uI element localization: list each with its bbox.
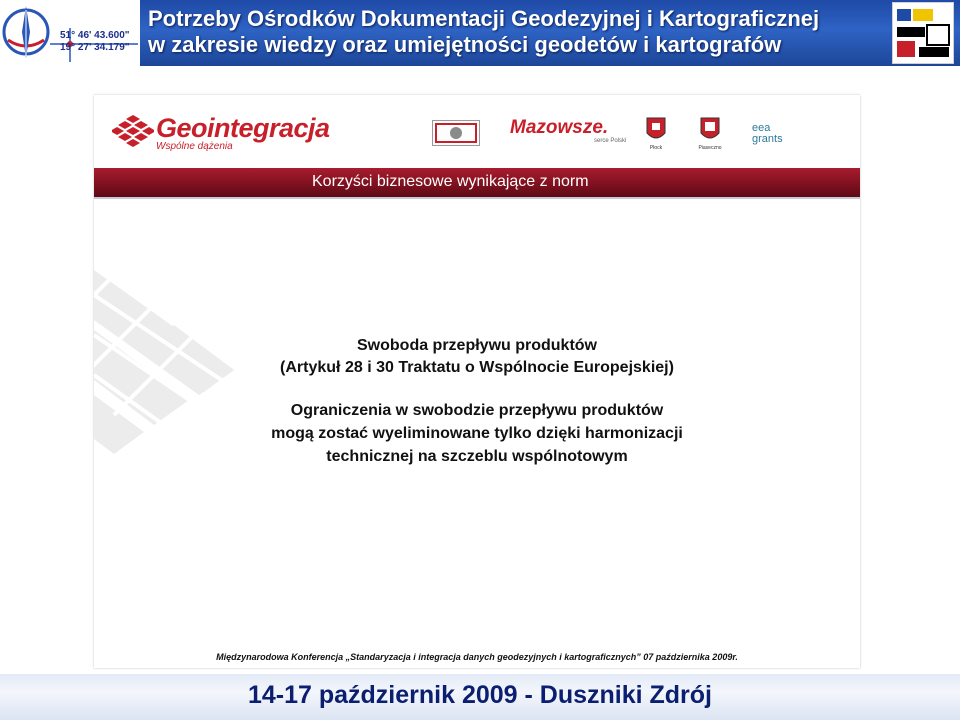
event-date-location: 14-17 październik 2009 - Duszniki Zdrój: [247, 681, 713, 709]
mazowsze-logo-text: Mazowsze.: [510, 117, 609, 138]
header-title: [148, 6, 888, 58]
geointegracja-cubes-icon: [112, 113, 154, 155]
header-band: [0, 0, 960, 66]
plock-crest-icon: [646, 117, 666, 143]
eea-line2: grants: [752, 133, 783, 145]
piaseczno-crest-label: Piaseczno: [698, 145, 722, 151]
piaseczno-crest-icon: [700, 117, 720, 143]
slide-paragraph-line2: mogą zostać wyeliminowane tylko dzięki harmonizacji: [271, 425, 683, 442]
plock-crest-label: Płock: [649, 145, 663, 151]
slide-title: Korzyści biznesowe wynikające z norm: [312, 173, 589, 190]
slide-footer: Międzynarodowa Konferencja „Standaryzacja i integracja danych geodezyjnych i kartograficznych” 07 października 2009r.: [216, 652, 738, 662]
eea-grants-logo: [752, 123, 783, 145]
right-logo: [892, 2, 954, 64]
slide: [94, 95, 860, 668]
bottom-bar: [0, 674, 960, 720]
odgik-logo: [0, 0, 140, 66]
logo-coord-line2: 19° 27' 34.179": [60, 42, 130, 53]
slide-heading: Swoboda przepływu produktów: [357, 337, 597, 354]
slide-logo-strip: [94, 95, 860, 165]
logo-coord-line1: 51° 46' 43.600": [60, 30, 130, 41]
eea-line1: eea: [752, 122, 771, 134]
institution-logo: [432, 120, 480, 146]
geointegracja-tagline: Wspólne dążenia: [156, 141, 233, 152]
slide-paragraph-line1: Ograniczenia w swobodzie przepływu produktów: [290, 402, 664, 419]
slide-body: [94, 335, 860, 468]
header-title-line2: w zakresie wiedzy oraz umiejętności geodetów i kartografów: [148, 32, 782, 57]
slide-title-banner: [94, 168, 860, 199]
logo-coordinates: [60, 30, 130, 54]
slide-paragraph-line3: technicznej na szczeblu wspólnotowym: [326, 448, 628, 465]
institution-emblem-icon: [433, 121, 479, 145]
mazowsze-tagline: serce Polski: [594, 138, 627, 144]
header-title-line1: Potrzeby Ośrodków Dokumentacji Geodezyjnej i Kartograficznej: [148, 6, 820, 31]
slide-paragraph: [94, 399, 860, 468]
geointegracja-logo-text: Geointegracja: [156, 113, 330, 143]
slide-subheading: (Artykuł 28 i 30 Traktatu o Wspólnocie Europejskiej): [280, 359, 674, 376]
geometric-blocks-logo-icon: [893, 3, 953, 63]
